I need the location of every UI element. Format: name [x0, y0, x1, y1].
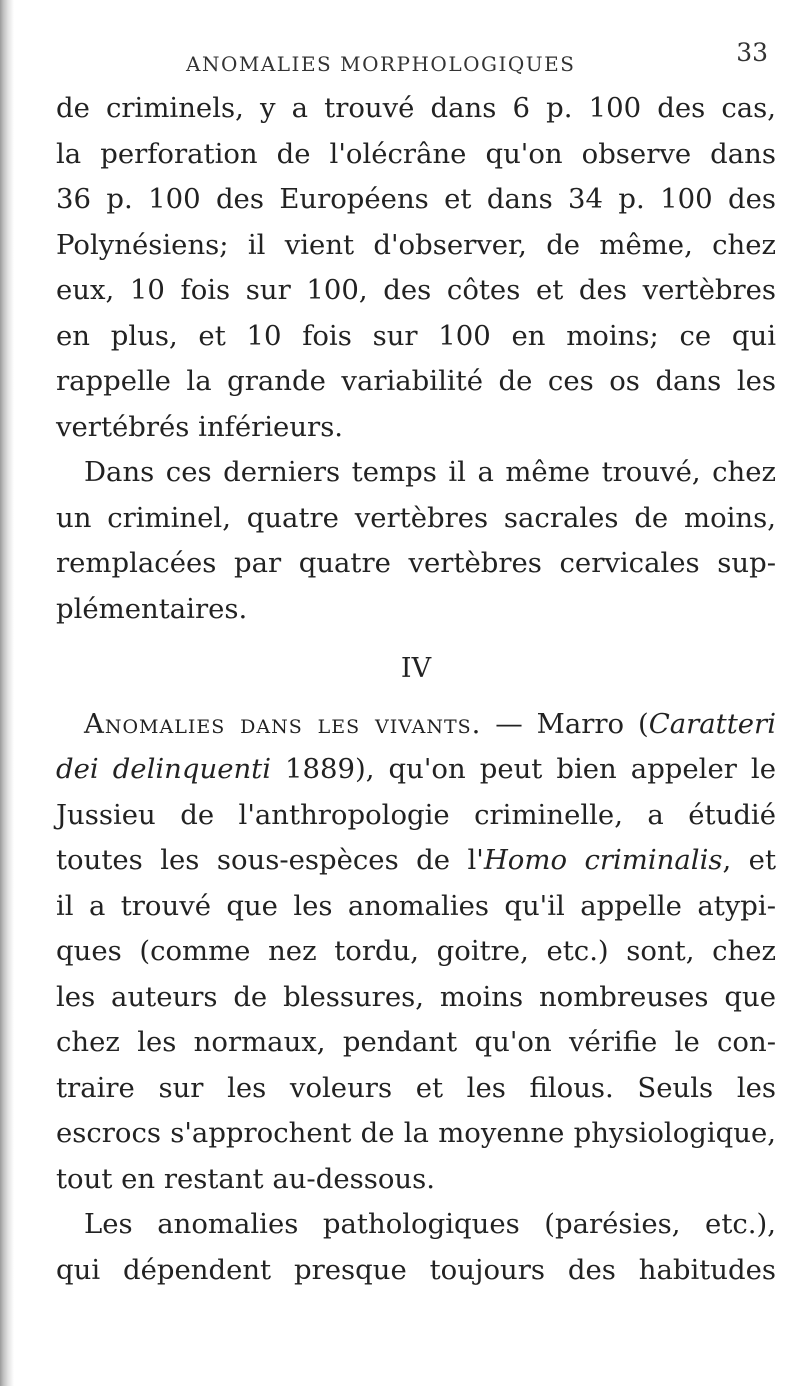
section-number: IV — [400, 653, 432, 684]
text-line: les auteurs de blessures, moins nombreuses que — [56, 980, 776, 1013]
running-head — [56, 38, 776, 86]
text-line: vertébrés inférieurs. — [56, 410, 344, 443]
text-line: 36 p. 100 des Européens et dans 34 p. 100 des — [56, 183, 776, 215]
text-line: Les anomalies pathologiques (parésies, etc.), — [84, 1208, 776, 1240]
text-line: traire sur les voleurs et les filous. Seuls les — [56, 1071, 776, 1104]
text-line: Dans ces derniers temps il a même trouvé, chez — [84, 456, 776, 488]
paragraph-heading: Anomalies dans les vivants. — [84, 707, 482, 740]
text-fragment: , et — [722, 844, 777, 876]
text-line: en plus, et 10 fois sur 100 en moins; ce qui — [56, 319, 776, 352]
text-line: Jussieu de l'anthropologie criminelle, a étudié — [56, 798, 776, 831]
page-binding-edge — [0, 0, 14, 1386]
italic-title: dei delinquenti — [56, 753, 272, 785]
text-fragment: — Marro ( — [481, 707, 649, 740]
text-line — [56, 702, 776, 748]
text-line: escrocs s'approchent de la moyenne physiologique, — [56, 1117, 776, 1149]
page-number: 33 — [736, 38, 768, 67]
text-line: ques (comme nez tordu, goitre, etc.) sont, chez — [56, 935, 776, 967]
text-line: plémentaires. — [56, 592, 248, 625]
paragraph-1 — [56, 86, 776, 450]
paragraph-2 — [56, 450, 776, 632]
text-line — [56, 747, 776, 793]
text-fragment: 1889), qu'on peut bien appeler le — [271, 753, 776, 785]
text-line: rappelle la grande variabilité de ces os dans les — [56, 365, 776, 397]
italic-term: Homo criminalis — [483, 844, 723, 876]
book-page — [56, 38, 776, 1293]
text-line: il a trouvé que les anomalies qu'il appelle atypi- — [56, 889, 776, 922]
italic-title: Caratteri — [648, 707, 776, 740]
text-line: un criminel, quatre vertèbres sacrales de moins, — [56, 501, 776, 534]
text-line: qui dépendent presque toujours des habitudes — [56, 1253, 776, 1286]
text-line: la perforation de l'olécrâne qu'on observe dans — [56, 137, 776, 170]
body-text — [56, 86, 776, 1293]
paragraph-4 — [56, 1202, 776, 1293]
text-line — [56, 838, 776, 884]
text-line: de criminels, y a trouvé dans 6 p. 100 des cas, — [56, 92, 776, 124]
text-fragment: toutes les sous-espèces de l' — [56, 844, 484, 876]
paragraph-3 — [56, 702, 776, 1203]
text-line: Polynésiens; il vient d'observer, de même, chez — [56, 228, 776, 261]
text-line: eux, 10 fois sur 100, des côtes et des vertèbres — [56, 274, 776, 306]
text-line: chez les normaux, pendant qu'on vérifie le con- — [56, 1026, 776, 1058]
running-title: ANOMALIES MORPHOLOGIQUES — [186, 52, 576, 76]
text-line: tout en restant au-dessous. — [56, 1162, 435, 1195]
text-line: remplacées par quatre vertèbres cervicales sup- — [56, 547, 776, 579]
